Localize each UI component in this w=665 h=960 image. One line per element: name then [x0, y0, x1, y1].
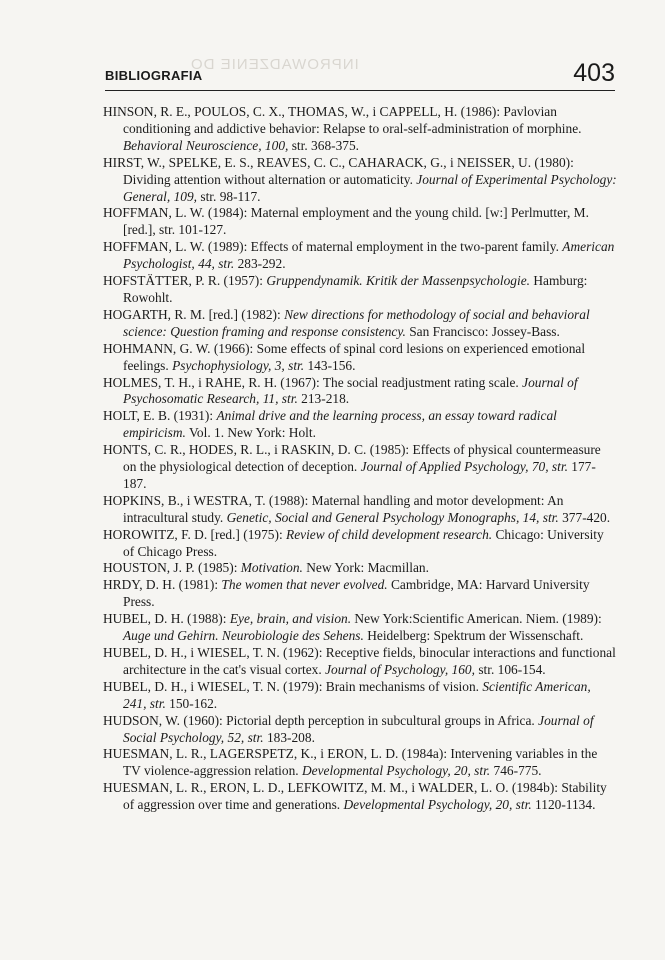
reference-entry	[103, 493, 617, 527]
reference-source: Journal of Experimental Psychology: General, 109,	[123, 171, 617, 204]
reference-text: HOPKINS, B., i WESTRA, T. (1988): Maternal handling and motor development: An intracultural study.	[103, 492, 564, 525]
reference-text: HOUSTON, J. P. (1985):	[103, 560, 241, 576]
reference-text: Chicago: University of Chicago Press.	[123, 526, 604, 559]
header-rule	[105, 90, 615, 91]
reference-source: Review of child development research.	[286, 526, 493, 542]
reference-entry	[103, 205, 617, 239]
reference-text: HOFFMAN, L. W. (1989): Effects of maternal employment in the two-parent family.	[103, 239, 563, 255]
reference-text: 183-208.	[263, 729, 315, 745]
reference-source: American Psychologist, 44, str.	[123, 239, 615, 272]
reference-source: Animal drive and the learning process, an essay toward radical empiricism.	[123, 408, 557, 441]
reference-text: 377-420.	[558, 509, 611, 525]
reference-text: HUESMAN, L. R., ERON, L. D., LEFKOWITZ, M. M., i WALDER, L. O. (1984b): Stability of aggression over time and generations.	[103, 780, 607, 813]
reference-source: Journal of Psychology, 160,	[325, 661, 475, 677]
reference-entry	[103, 645, 617, 679]
reference-source: Journal of Psychosomatic Research, 11, str.	[123, 374, 578, 407]
reference-text: str. 106-154.	[474, 661, 546, 677]
reference-text: HUDSON, W. (1960): Pictorial depth perception in subcultural groups in Africa.	[103, 712, 539, 728]
reference-entry	[103, 273, 617, 307]
reference-text: str. 368-375.	[288, 137, 360, 153]
reference-source: Gruppendynamik. Kritik der Massenpsychologie.	[266, 273, 530, 289]
reference-text: 746-775.	[490, 763, 542, 779]
reference-list	[103, 104, 617, 814]
reference-entry	[103, 375, 617, 409]
reference-text: HOFSTÄTTER, P. R. (1957):	[103, 273, 267, 289]
section-title: BIBLIOGRAFIA	[105, 68, 203, 83]
reference-entry	[103, 341, 617, 375]
reference-source: Scientific American, 241, str.	[123, 678, 591, 711]
reference-entry	[103, 239, 617, 273]
reference-text: HONTS, C. R., HODES, R. L., i RASKIN, D. C. (1985): Effects of physical countermeasure on the physiological detection of deception.	[103, 442, 601, 475]
reference-text: HUBEL, D. H. (1988):	[103, 611, 230, 627]
reference-text: New York:Scientific American. Niem. (1989):	[351, 611, 602, 627]
reference-text: New York: Macmillan.	[302, 560, 429, 576]
reference-source: Motivation.	[240, 560, 303, 576]
reference-text: HOFFMAN, L. W. (1984): Maternal employment and the young child. [w:] Perlmutter, M. [red.], str. 101-127.	[103, 205, 589, 238]
reference-entry	[103, 155, 617, 206]
reference-source: Psychophysiology, 3, str.	[172, 357, 305, 373]
reference-entry	[103, 780, 617, 814]
reference-entry	[103, 746, 617, 780]
reference-entry	[103, 442, 617, 493]
reference-text: HINSON, R. E., POULOS, C. X., THOMAS, W., i CAPPELL, H. (1986): Pavlovian conditioning and addictive behavior: Relapse to oral-self-administration of morphine.	[103, 104, 582, 136]
reference-source: Eye, brain, and vision.	[229, 611, 352, 627]
reference-entry	[103, 713, 617, 747]
reference-entry	[103, 408, 617, 442]
reference-text: 213-218.	[297, 391, 350, 407]
reference-text: HIRST, W., SPELKE, E. S., REAVES, C. C., CAHARACK, G., i NEISSER, U. (1980): Dividing attention without alternation or automaticity.	[103, 154, 574, 187]
reference-entry	[103, 104, 617, 155]
reference-text: 1120-1134.	[531, 797, 596, 813]
reference-text: San Francisco: Jossey-Bass.	[405, 323, 560, 339]
reference-source: Developmental Psychology, 20, str.	[301, 763, 491, 779]
reference-text: HOGARTH, R. M. [red.] (1982):	[103, 306, 285, 322]
reference-entry	[103, 577, 617, 611]
reference-text: HUESMAN, L. R., LAGERSPETZ, K., i ERON, L. D. (1984a): Intervening variables in the TV violence-aggression relation.	[103, 746, 598, 779]
reference-source: New directions for methodology of social and behavioral science: Question framing and response consistency.	[123, 306, 590, 339]
running-header	[105, 61, 615, 86]
reference-text: HOLMES, T. H., i RAHE, R. H. (1967): The social readjustment rating scale.	[103, 374, 523, 390]
reference-text: 150-162.	[165, 695, 218, 711]
reference-entry	[103, 307, 617, 341]
reference-text: Heidelberg: Spektrum der Wissenschaft.	[363, 628, 584, 644]
reference-text: Hamburg: Rowohlt.	[123, 273, 588, 305]
reference-entry	[103, 611, 617, 645]
reference-text: HUBEL, D. H., i WIESEL, T. N. (1979): Brain mechanisms of vision.	[103, 678, 483, 694]
reference-text: HRDY, D. H. (1981):	[103, 577, 222, 593]
page-number: 403	[573, 59, 615, 87]
reference-source: Genetic, Social and General Psychology Monographs, 14, str.	[226, 509, 559, 525]
reference-text: Cambridge, MA: Harvard University Press.	[123, 577, 590, 610]
reference-text: 283-292.	[234, 256, 286, 272]
reference-source: Journal of Applied Psychology, 70, str.	[360, 459, 568, 475]
reference-source: Journal of Social Psychology, 52, str.	[123, 712, 594, 745]
reference-source: Auge und Gehirn. Neurobiologie des Sehens.	[123, 628, 364, 644]
reference-text: HOLT, E. B. (1931):	[103, 408, 217, 424]
reference-text: str. 98-117.	[197, 188, 261, 204]
reference-source: Developmental Psychology, 20, str.	[343, 797, 532, 813]
reference-entry	[103, 560, 617, 577]
reference-text: HUBEL, D. H., i WIESEL, T. N. (1962): Receptive fields, binocular interactions and functional architecture in the cat's visual cortex.	[103, 645, 616, 677]
reference-text: 143-156.	[304, 357, 356, 373]
show-through-text: INPROWADZENIE DO	[190, 56, 359, 73]
reference-source: The women that never evolved.	[221, 577, 388, 593]
reference-source: Behavioral Neuroscience, 100,	[123, 137, 289, 153]
reference-text: Vol. 1. New York: Holt.	[185, 425, 316, 441]
reference-entry	[103, 679, 617, 713]
reference-entry	[103, 527, 617, 561]
reference-text: HOROWITZ, F. D. [red.] (1975):	[103, 526, 287, 542]
reference-text: 177-187.	[123, 459, 596, 491]
reference-text: HOHMANN, G. W. (1966): Some effects of spinal cord lesions on experienced emotional feelings.	[103, 340, 586, 373]
